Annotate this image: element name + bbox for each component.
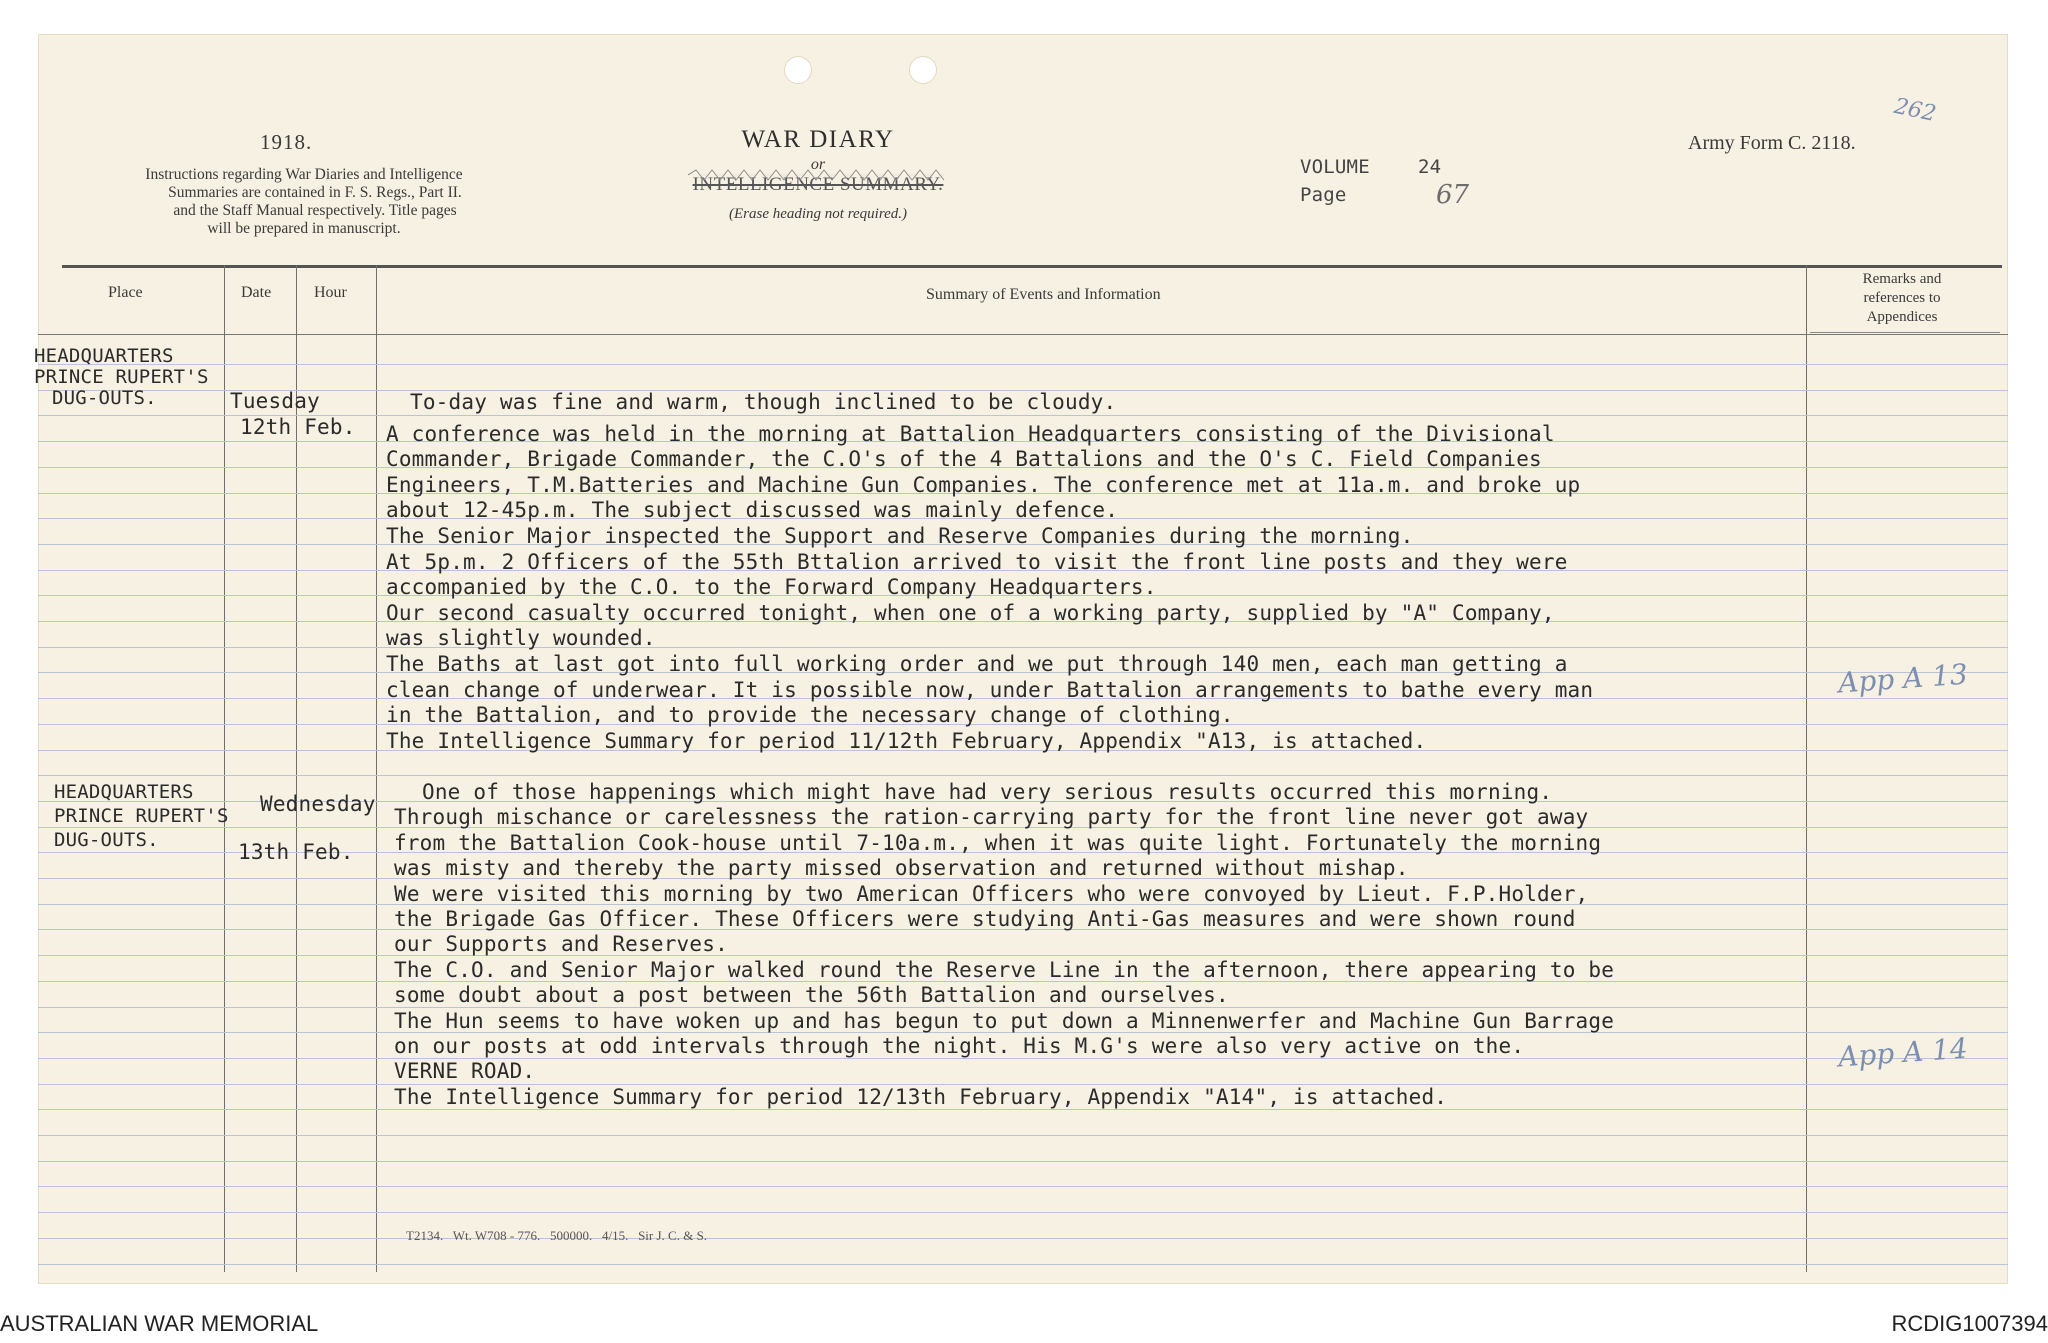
title-or: or bbox=[810, 156, 826, 173]
summary-line: Our second casualty occurred tonight, when one of a working party, supplied by "A" Company, bbox=[386, 600, 1555, 625]
summary-line: To-day was fine and warm, though inclined to be cloudy. bbox=[410, 390, 1117, 414]
summary-line: from the Battalion Cook-house until 7-10a.m., when it was quite light. Fortunately the morning bbox=[394, 830, 1602, 855]
instructions-line: will be prepared in manuscript. bbox=[207, 220, 401, 237]
page-label: Page bbox=[1300, 184, 1347, 206]
place-line: HEADQUARTERS bbox=[34, 345, 174, 367]
ruled-line bbox=[38, 1161, 2008, 1162]
entry-summary bbox=[394, 780, 1614, 1110]
instructions-block bbox=[104, 166, 504, 238]
appendix-ref: App A 14 bbox=[1837, 1031, 1969, 1074]
remarks-header-line: Remarks and bbox=[1862, 271, 1942, 287]
summary-line: Through mischance or carelessness the ration-carrying party for the front line never got away bbox=[394, 805, 1589, 830]
appendix-ref: App A 13 bbox=[1837, 657, 1969, 700]
remarks-header-line: references to bbox=[1863, 290, 1941, 306]
summary-line: The Intelligence Summary for period 11/12th February, Appendix "A13, is attached. bbox=[386, 728, 1427, 753]
ruled-line bbox=[38, 364, 2008, 365]
ruled-line bbox=[38, 1264, 2008, 1265]
ruled-line bbox=[38, 775, 2008, 776]
place-line: DUG-OUTS. bbox=[54, 829, 159, 851]
place-line: DUG-OUTS. bbox=[52, 387, 157, 409]
summary-line: At 5p.m. 2 Officers of the 55th Bttalion arrived to visit the front line posts and they were bbox=[386, 549, 1568, 574]
column-header-date: Date bbox=[241, 284, 272, 301]
entry-date bbox=[238, 780, 376, 876]
summary-line: We were visited this morning by two American Officers who were convoyed by Lieut. F.P.Holder, bbox=[394, 881, 1589, 906]
date-line: Wednesday bbox=[260, 792, 376, 816]
ruled-line bbox=[38, 1135, 2008, 1136]
form-name: Army Form C. 2118. bbox=[1688, 132, 1856, 154]
table-top-rule bbox=[62, 265, 2002, 268]
summary-line: clean change of underwear. It is possible now, under Battalion arrangements to bathe every man bbox=[386, 677, 1594, 702]
column-header-summary: Summary of Events and Information bbox=[926, 286, 1161, 303]
summary-line: some doubt about a post between the 56th Battalion and ourselves. bbox=[394, 983, 1229, 1008]
place-line: PRINCE RUPERT'S bbox=[34, 366, 209, 388]
struck-heading-text: INTELLIGENCE SUMMARY. bbox=[692, 174, 944, 195]
summary-line: about 12-45p.m. The subject discussed was mainly defence. bbox=[386, 498, 1119, 523]
summary-line: The Intelligence Summary for period 12/13th February, Appendix "A14", is attached. bbox=[394, 1084, 1448, 1109]
summary-line: the Brigade Gas Officer. These Officers were studying Anti-Gas measures and were shown round bbox=[394, 907, 1576, 932]
punch-hole bbox=[909, 56, 937, 84]
title-block bbox=[658, 126, 978, 223]
summary-line: Commander, Brigade Commander, the C.O's of the 4 Battalions and the O's C. Field Companies bbox=[386, 447, 1542, 472]
footer-institution: AUSTRALIAN WAR MEMORIAL bbox=[0, 1311, 319, 1336]
year-label: 1918. bbox=[260, 130, 313, 154]
ruled-line bbox=[38, 1238, 2008, 1239]
summary-line: accompanied by the C.O. to the Forward Company Headquarters. bbox=[386, 575, 1157, 600]
entry-summary bbox=[386, 390, 1593, 754]
entry-place bbox=[34, 346, 209, 409]
summary-line: The C.O. and Senior Major walked round the Reserve Line in the afternoon, there appearing to be bbox=[394, 957, 1615, 982]
struck-heading bbox=[658, 174, 978, 196]
summary-line: on our posts at odd intervals through the night. His M.G's were also very active on the. bbox=[394, 1034, 1525, 1059]
summary-line: The Baths at last got into full working order and we put through 140 men, each man getting a bbox=[386, 651, 1568, 676]
column-header-place: Place bbox=[108, 284, 143, 301]
diary-sheet bbox=[34, 34, 2008, 1284]
entry-place bbox=[54, 780, 229, 852]
summary-line: was misty and thereby the party missed observation and returned without mishap. bbox=[394, 856, 1409, 881]
summary-line: Engineers, T.M.Batteries and Machine Gun Companies. The conference met at 11a.m. and broke up bbox=[386, 472, 1581, 497]
column-header-hour: Hour bbox=[314, 284, 347, 301]
remarks-underline bbox=[1810, 332, 2000, 333]
page-number: 67 bbox=[1436, 180, 1470, 210]
print-line: T2134. Wt. W708 - 776. 500000. 4/15. Sir J. C. & S. bbox=[406, 1228, 708, 1243]
remarks-header-line: Appendices bbox=[1866, 309, 1938, 325]
date-line: 12th Feb. bbox=[240, 415, 356, 439]
date-line: 13th Feb. bbox=[238, 840, 354, 864]
ruled-line bbox=[38, 1186, 2008, 1187]
entry-date bbox=[230, 388, 356, 440]
column-header-remarks bbox=[1810, 270, 1994, 327]
instructions-line: Instructions regarding War Diaries and Intelligence bbox=[145, 166, 463, 183]
summary-line: our Supports and Reserves. bbox=[394, 932, 728, 957]
erase-note: (Erase heading not required.) bbox=[728, 206, 908, 222]
page-title: WAR DIARY bbox=[741, 126, 895, 153]
summary-line: One of those happenings which might have had very serious results occurred this morning. bbox=[422, 780, 1553, 804]
volume-label: VOLUME bbox=[1300, 156, 1370, 178]
summary-line: in the Battalion, and to provide the necessary change of clothing. bbox=[386, 703, 1234, 728]
summary-line: A conference was held in the morning at Battalion Headquarters consisting of the Divisional bbox=[386, 421, 1555, 446]
footer-reference: RCDIG1007394 bbox=[1891, 1311, 2048, 1336]
punch-hole bbox=[784, 56, 812, 84]
instructions-line: and the Staff Manual respectively. Title pages bbox=[173, 202, 457, 219]
ruled-line bbox=[38, 1212, 2008, 1213]
summary-line: was slightly wounded. bbox=[386, 626, 656, 651]
volume-value: 24 bbox=[1418, 156, 1442, 178]
date-line: Tuesday bbox=[230, 389, 320, 413]
strike-scribble bbox=[688, 168, 948, 182]
place-line: HEADQUARTERS bbox=[54, 781, 194, 803]
summary-line: The Hun seems to have woken up and has begun to put down a Minnenwerfer and Machine Gun Barrage bbox=[394, 1008, 1615, 1033]
summary-line: VERNE ROAD. bbox=[394, 1059, 536, 1084]
header-rule bbox=[38, 334, 2008, 335]
folio-number: 262 bbox=[1891, 93, 1939, 128]
summary-line: The Senior Major inspected the Support and Reserve Companies during the morning. bbox=[386, 523, 1414, 548]
instructions-line: Summaries are contained in F. S. Regs., Part II. bbox=[168, 184, 462, 201]
place-line: PRINCE RUPERT'S bbox=[54, 805, 229, 827]
